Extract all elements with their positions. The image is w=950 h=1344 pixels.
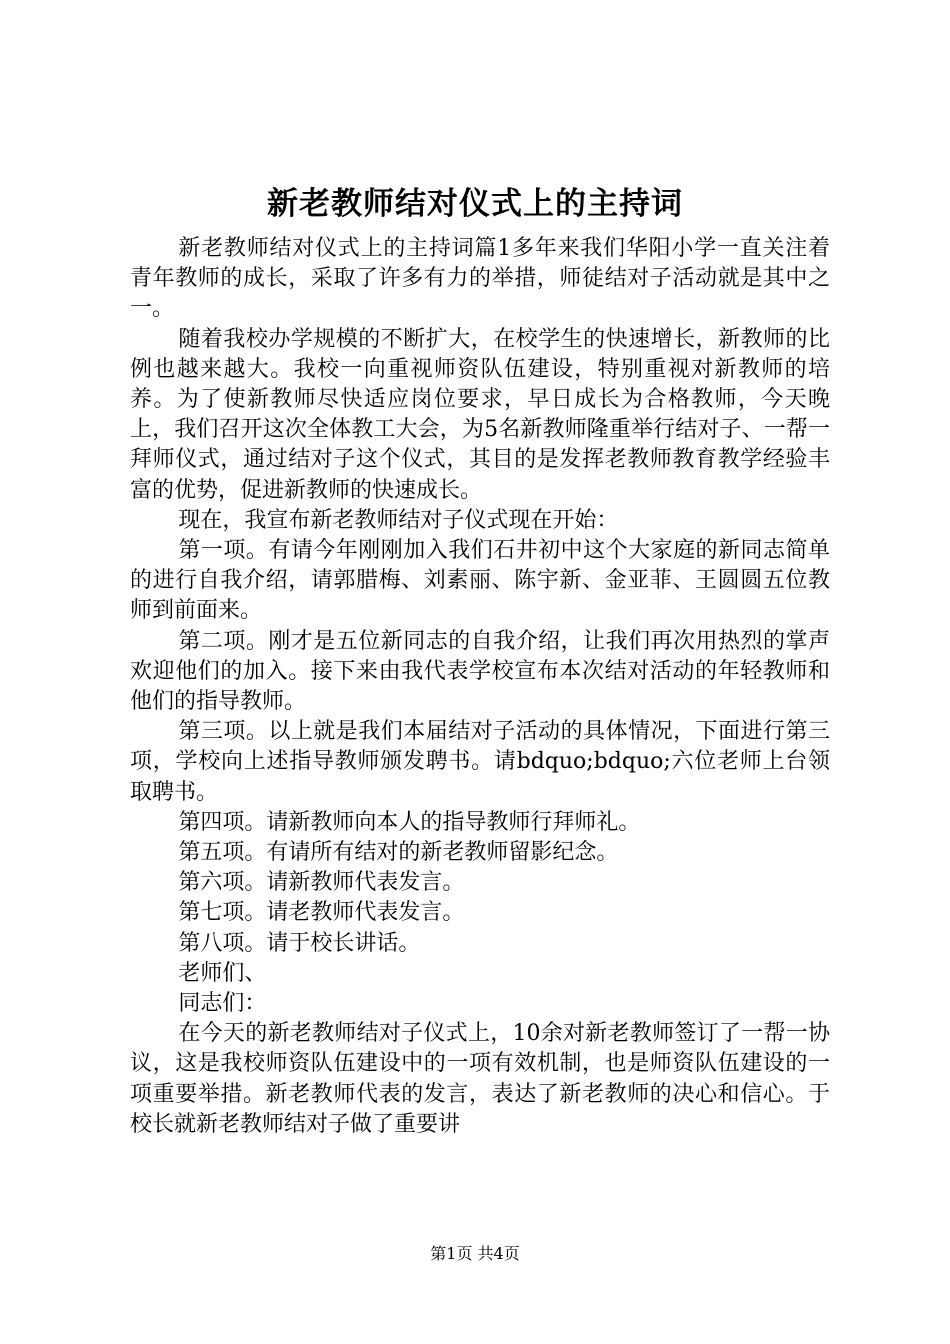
paragraph: 第四项。请新教师向本人的指导教师行拜师礼。 [178,809,641,835]
paragraph: 第三项。以上就是我们本届结对子活动的具体情况，下面进行第三项，学校向上述指导教师颁发聘书。请bdquo;bdquo;六位老师上台领取聘书。 [130,719,830,805]
paragraph: 新老教师结对仪式上的主持词篇1多年来我们华阳小学一直关注着青年教师的成长，采取了许多有力的举措，师徒结对子活动就是其中之一。 [130,236,830,322]
paragraph: 第七项。请老教师代表发言。 [178,900,465,926]
paragraph: 第一项。有请今年刚刚加入我们石井初中这个大家庭的新同志简单的进行自我介绍，请郭腊梅、刘素丽、陈宇新、金亚菲、王圆圆五位教师到前面来。 [130,538,830,624]
paragraph: 老师们、 [178,960,267,986]
document-title: 新老教师结对仪式上的主持词 [267,186,683,222]
paragraph: 在今天的新老教师结对子仪式上，10余对新老教师签订了一帮一协议，这是我校师资队伍建设中的一项有效机制，也是师资队伍建设的一项重要举措。新老教师代表的发言，表达了新老教师的决心和信心。于校长就新老教师结对子做了重要讲 [130,1021,830,1137]
paragraph: 随着我校办学规模的不断扩大，在校学生的快速增长，新教师的比例也越来越大。我校一向重视师资队伍建设，特别重视对新教师的培养。为了使新教师尽快适应岗位要求，早日成长为合格教师，今天晚上，我们召开这次全体教工大会，为5名新教师隆重举行结对子、一帮一拜师仪式，通过结对子这个仪式，其目的是发挥老教师教育教学经验丰富的优势，促进新教师的快速成长。 [130,326,830,503]
paragraph: 现在，我宣布新老教师结对子仪式现在开始： [178,507,619,533]
document-body [130,234,830,1140]
paragraph: 同志们： [178,991,267,1017]
page-number-footer: 第1页 共4页 [430,1244,520,1263]
paragraph: 第八项。请于校长讲话。 [178,930,421,956]
paragraph: 第二项。刚才是五位新同志的自我介绍，让我们再次用热烈的掌声欢迎他们的加入。接下来由我代表学校宣布本次结对活动的年轻教师和他们的指导教师。 [130,628,830,715]
paragraph: 第六项。请新教师代表发言。 [178,870,465,896]
paragraph: 第五项。有请所有结对的新老教师留影纪念。 [178,840,619,866]
